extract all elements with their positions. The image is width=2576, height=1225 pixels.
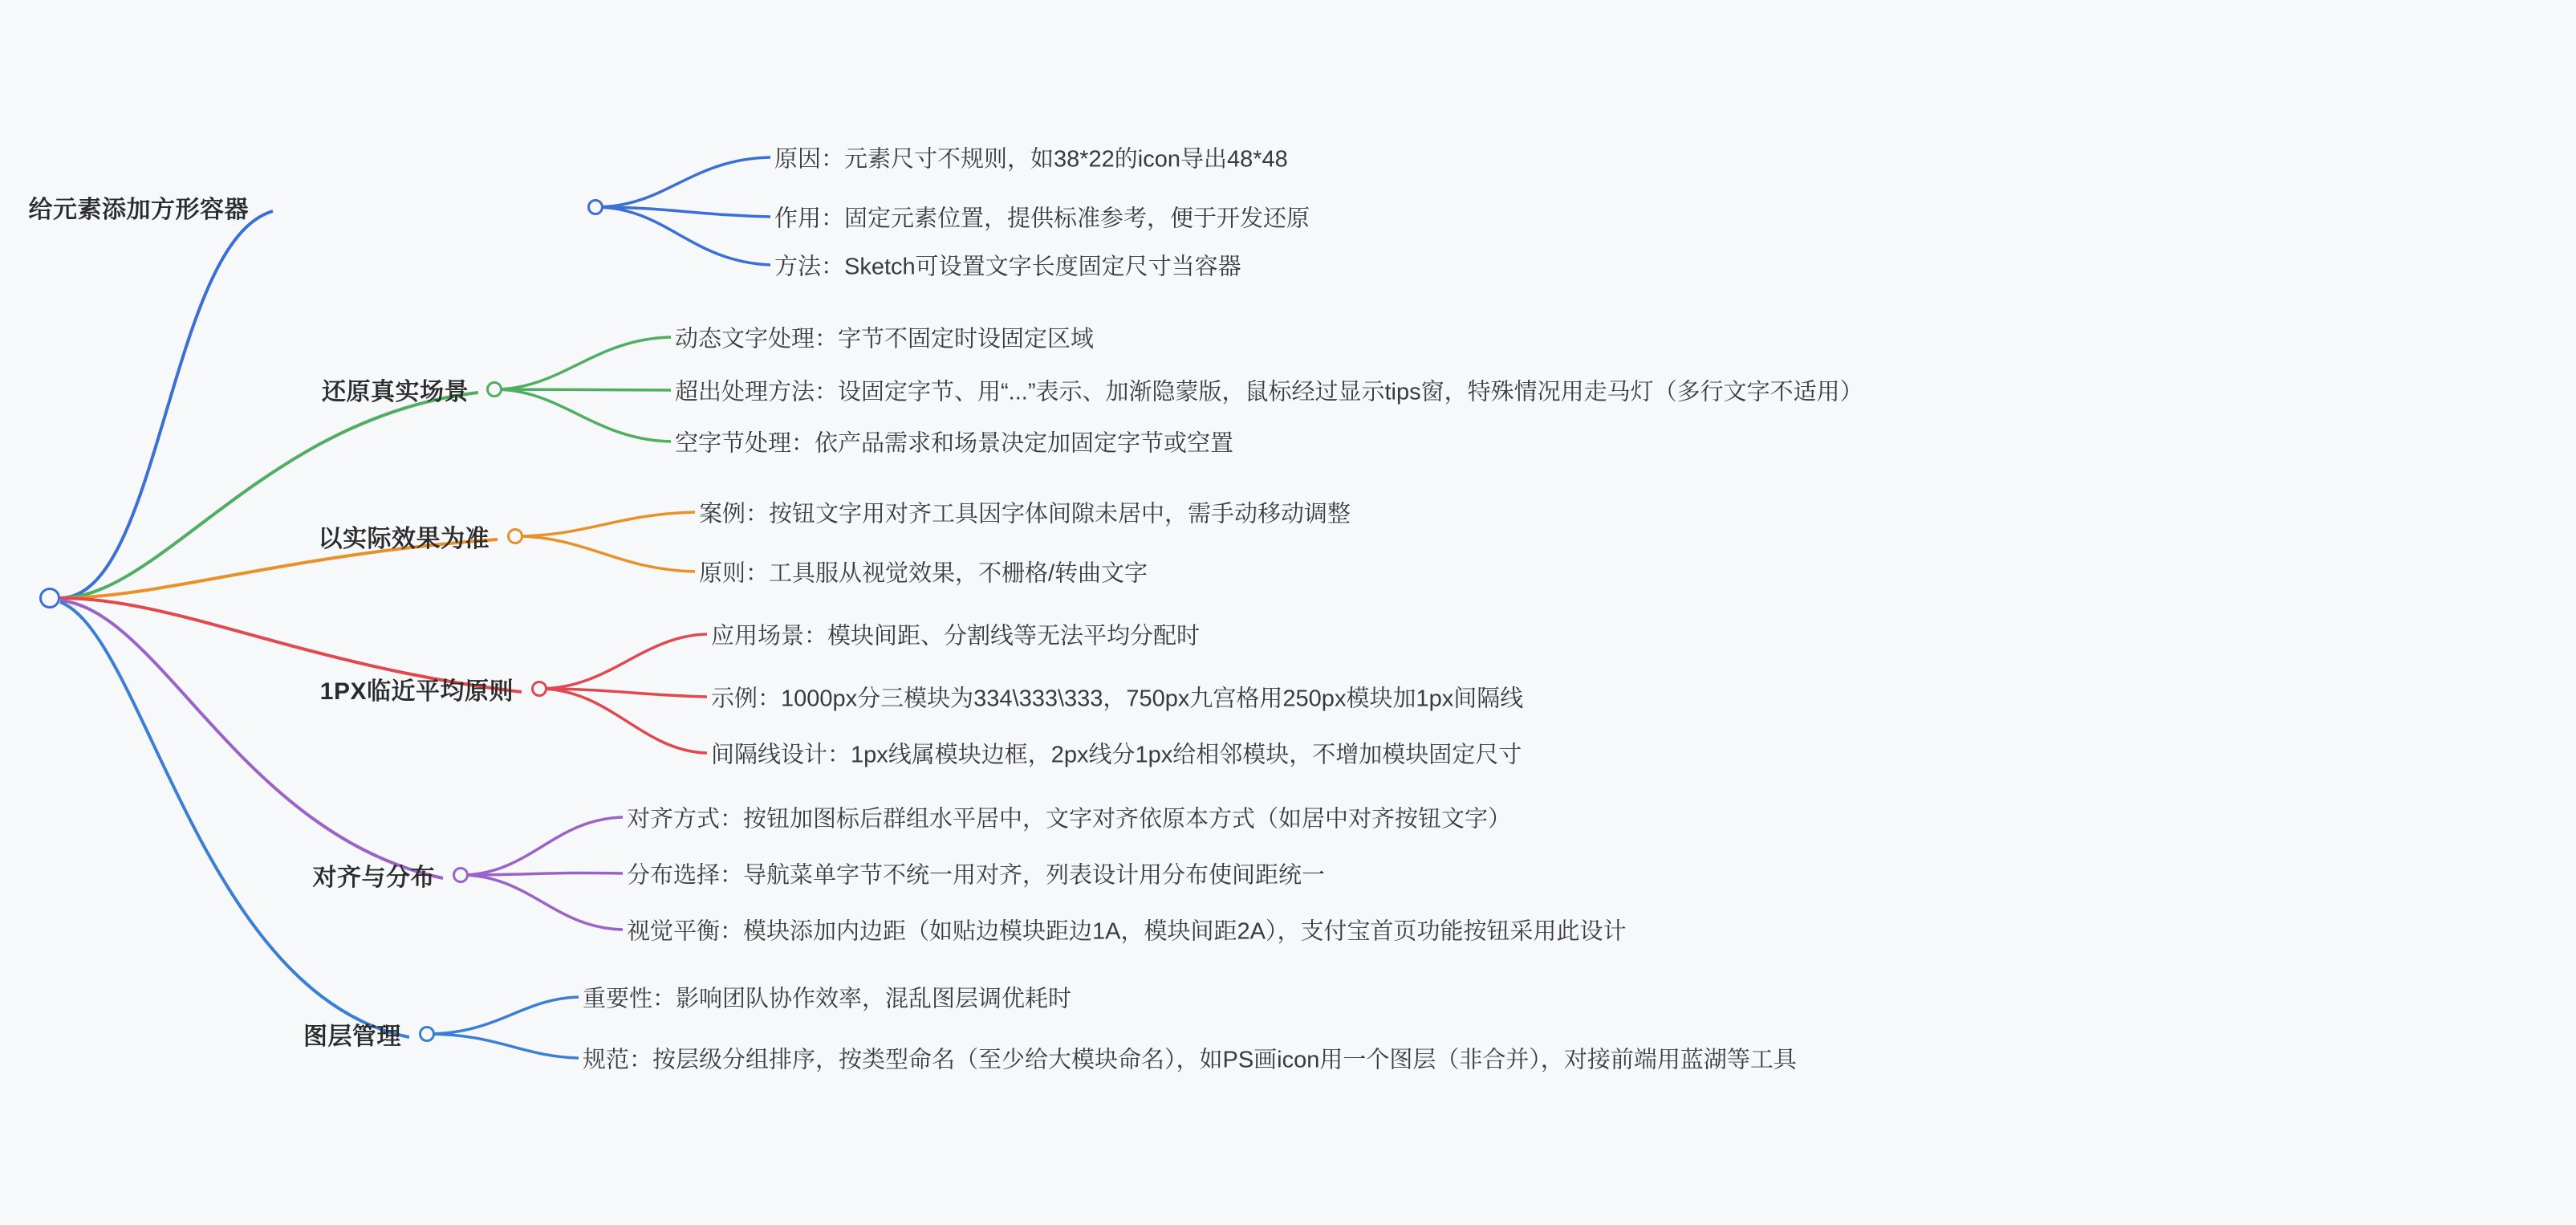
- leaf-label-3-1[interactable]: 案例：按钮文字用对齐工具因字体间隙未居中，需手动移动调整: [699, 501, 1351, 527]
- leaf-label-4-3[interactable]: 间隔线设计：1px线属模块边框，2px线分1px给相邻模块，不增加模块固定尺寸: [711, 742, 1522, 768]
- leaf-label-1-2[interactable]: 作用：固定元素位置，提供标准参考，便于开发还原: [774, 206, 1310, 232]
- branch-dot-5[interactable]: [453, 867, 469, 883]
- leaf-label-6-2[interactable]: 规范：按层级分组排序，按类型命名（至少给大模块命名），如PS画icon用一个图层（非合并），对接前端用蓝湖等工具: [583, 1047, 1797, 1073]
- leaf-label-2-2[interactable]: 超出处理方法：设固定字节、用“...”表示、加渐隐蒙版，鼠标经过显示tips窗，特殊情况用走马灯（多行文字不适用）: [675, 379, 1863, 405]
- branch-dot-1[interactable]: [587, 199, 603, 215]
- leaf-label-1-3[interactable]: 方法：Sketch可设置文字长度固定尺寸当容器: [774, 254, 1241, 280]
- branch-label-3[interactable]: 以实际效果为准: [318, 526, 490, 552]
- branch-dot-2[interactable]: [486, 381, 502, 397]
- branch-dot-3[interactable]: [507, 528, 523, 544]
- leaf-label-4-2[interactable]: 示例：1000px分三模块为334\333\333，750px九宫格用250px模块加1px间隔线: [711, 686, 1524, 712]
- leaf-label-5-3[interactable]: 视觉平衡：模块添加内边距（如贴边模块距边1A，模块间距2A），支付宝首页功能按钮采用此设计: [627, 918, 1627, 945]
- branch-label-6[interactable]: 图层管理: [303, 1024, 401, 1050]
- leaf-label-2-3[interactable]: 空字节处理：依产品需求和场景决定加固定字节或空置: [675, 430, 1234, 457]
- leaf-label-2-1[interactable]: 动态文字处理：字节不固定时设固定区域: [675, 326, 1095, 352]
- branch-label-1[interactable]: 给元素添加方形容器: [28, 197, 249, 223]
- branch-dot-6[interactable]: [419, 1026, 435, 1042]
- leaf-label-4-1[interactable]: 应用场景：模块间距、分割线等无法平均分配时: [711, 623, 1201, 649]
- leaf-label-5-1[interactable]: 对齐方式：按钮加图标后群组水平居中，文字对齐依原本方式（如居中对齐按钮文字）: [627, 806, 1512, 832]
- leaf-label-6-1[interactable]: 重要性：影响团队协作效率，混乱图层调优耗时: [583, 986, 1072, 1012]
- leaf-label-1-1[interactable]: 原因：元素尺寸不规则，如38*22的icon导出48*48: [774, 146, 1288, 173]
- branch-label-2[interactable]: 还原真实场景: [322, 379, 469, 405]
- leaf-label-5-2[interactable]: 分布选择：导航菜单字节不统一用对齐，列表设计用分布使间距统一: [627, 862, 1326, 889]
- branch-dot-4[interactable]: [531, 681, 547, 697]
- leaf-label-3-2[interactable]: 原则：工具服从视觉效果，不栅格/转曲文字: [699, 560, 1148, 587]
- root-node-dot[interactable]: [39, 588, 60, 608]
- branch-label-4[interactable]: 1PX临近平均原则: [319, 678, 514, 705]
- branch-label-5[interactable]: 对齐与分布: [312, 865, 435, 891]
